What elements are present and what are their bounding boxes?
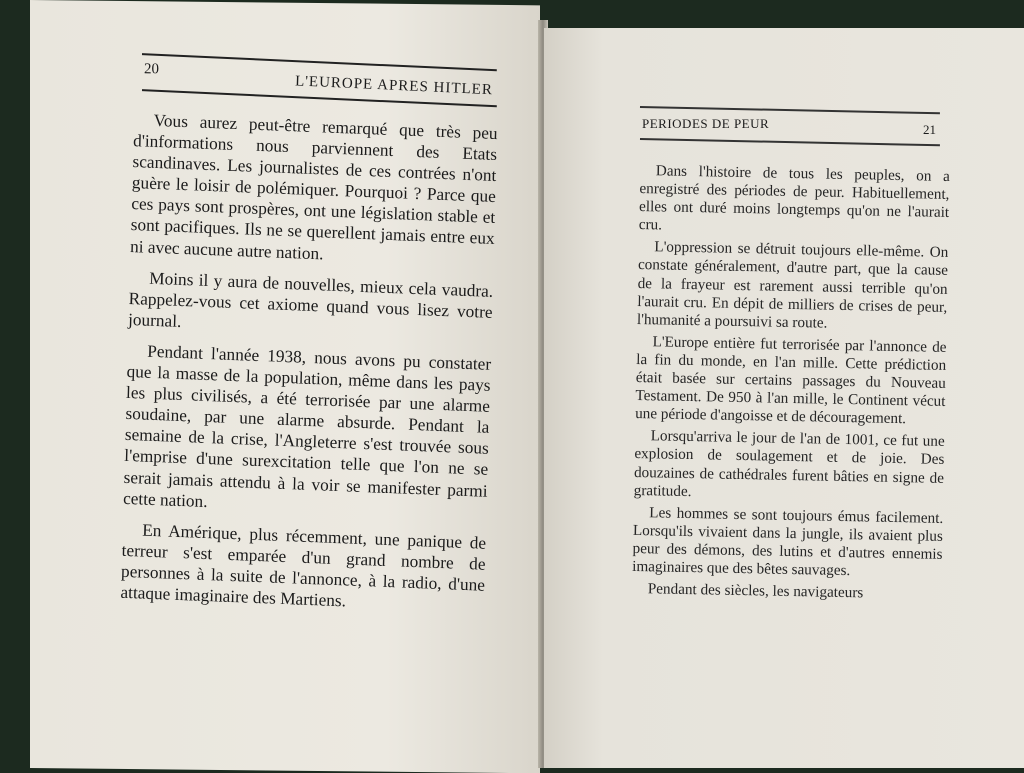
left-page-header [142,53,497,119]
paragraph: Vous aurez peut-être remarqué que très peu d'informations nous parviennent des Etats scandinaves. Les journalistes de ces contrées n'ont guère le loisir de polémiquer. Pourquoi ? Parce que ces pays sont prospères, ont une législation stable et sont pacifiques. Ils ne se querellent jamais entre eux ni avec aucune autre nation. [129,110,498,263]
header-rule-top [640,106,940,114]
paragraph: Les hommes se sont toujours émus facilement. Lorsqu'ils vivaient dans la jungle, ils avaient plus peur des démons, des lutins et d'autres ennemis imaginaires que des bêtes sauvages. [632,503,944,580]
left-page-body [120,109,498,627]
paragraph: En Amérique, plus récemment, une panique de terreur s'est emparée d'un grand nombre de personnes à la suite de l'annonce, à la radio, d'une attaque imaginaire des Martiens. [120,520,487,611]
paragraph: Lorsqu'arriva le jour de l'an de 1001, ce fut une explosion de soulagement et de joie. Des douzaines de cathédrales furent bâties en signe de gratitude. [633,427,945,500]
right-page-body [632,162,950,608]
left-page [30,0,540,773]
page-number: 21 [923,122,936,137]
paragraph: Dans l'histoire de tous les peuples, on a enregistré des périodes de peur. Habituellement, elles ont duré moins longtemps qu'on ne l'aurait cru. [638,162,950,234]
paragraph: Moins il y aura de nouvelles, mieux cela vaudra. Rappelez-vous cet axiome quand vous lisez votre journal. [127,268,494,331]
paragraph: Pendant l'année 1938, nous avons pu constater que la masse de la population, même dans les pays les plus civilisés, a été terrorisée par une alarme soudaine, par une alarme absurde. Pendant la semaine de la crise, l'Angleterre s'est trouvée sous l'emprise d'une surexcitation telle que l'on ne se serait jamais attendu à la voir se manifester parmi cette nation. [122,341,492,511]
page-number: 20 [144,61,159,78]
right-page-header [640,106,940,142]
header-rule-bottom [640,138,940,146]
running-title: L'EUROPE APRES HITLER [294,73,494,99]
right-page [544,28,1024,768]
paragraph: L'oppression se détruit toujours elle-même. On constate généralement, d'autre part, que la cause de la frayeur est rarement aussi terrible qu'on l'aurait cru. En dépit de milliers de crises de peur, l'humanité a poursuivi sa route. [636,238,949,332]
open-book [22,0,1024,768]
paragraph: L'Europe entière fut terrorisée par l'annonce de la fin du monde, en l'an mille. Cette prédiction était basée sur certains passages du Nouveau Testament. De 950 à l'an mille, le Continent vécut une période d'angoisse et de découragement. [635,333,947,428]
paragraph: Pendant des siècles, les navigateurs [647,580,864,602]
running-title: PERIODES DE PEUR [642,116,770,131]
header-rule-top [142,53,497,71]
